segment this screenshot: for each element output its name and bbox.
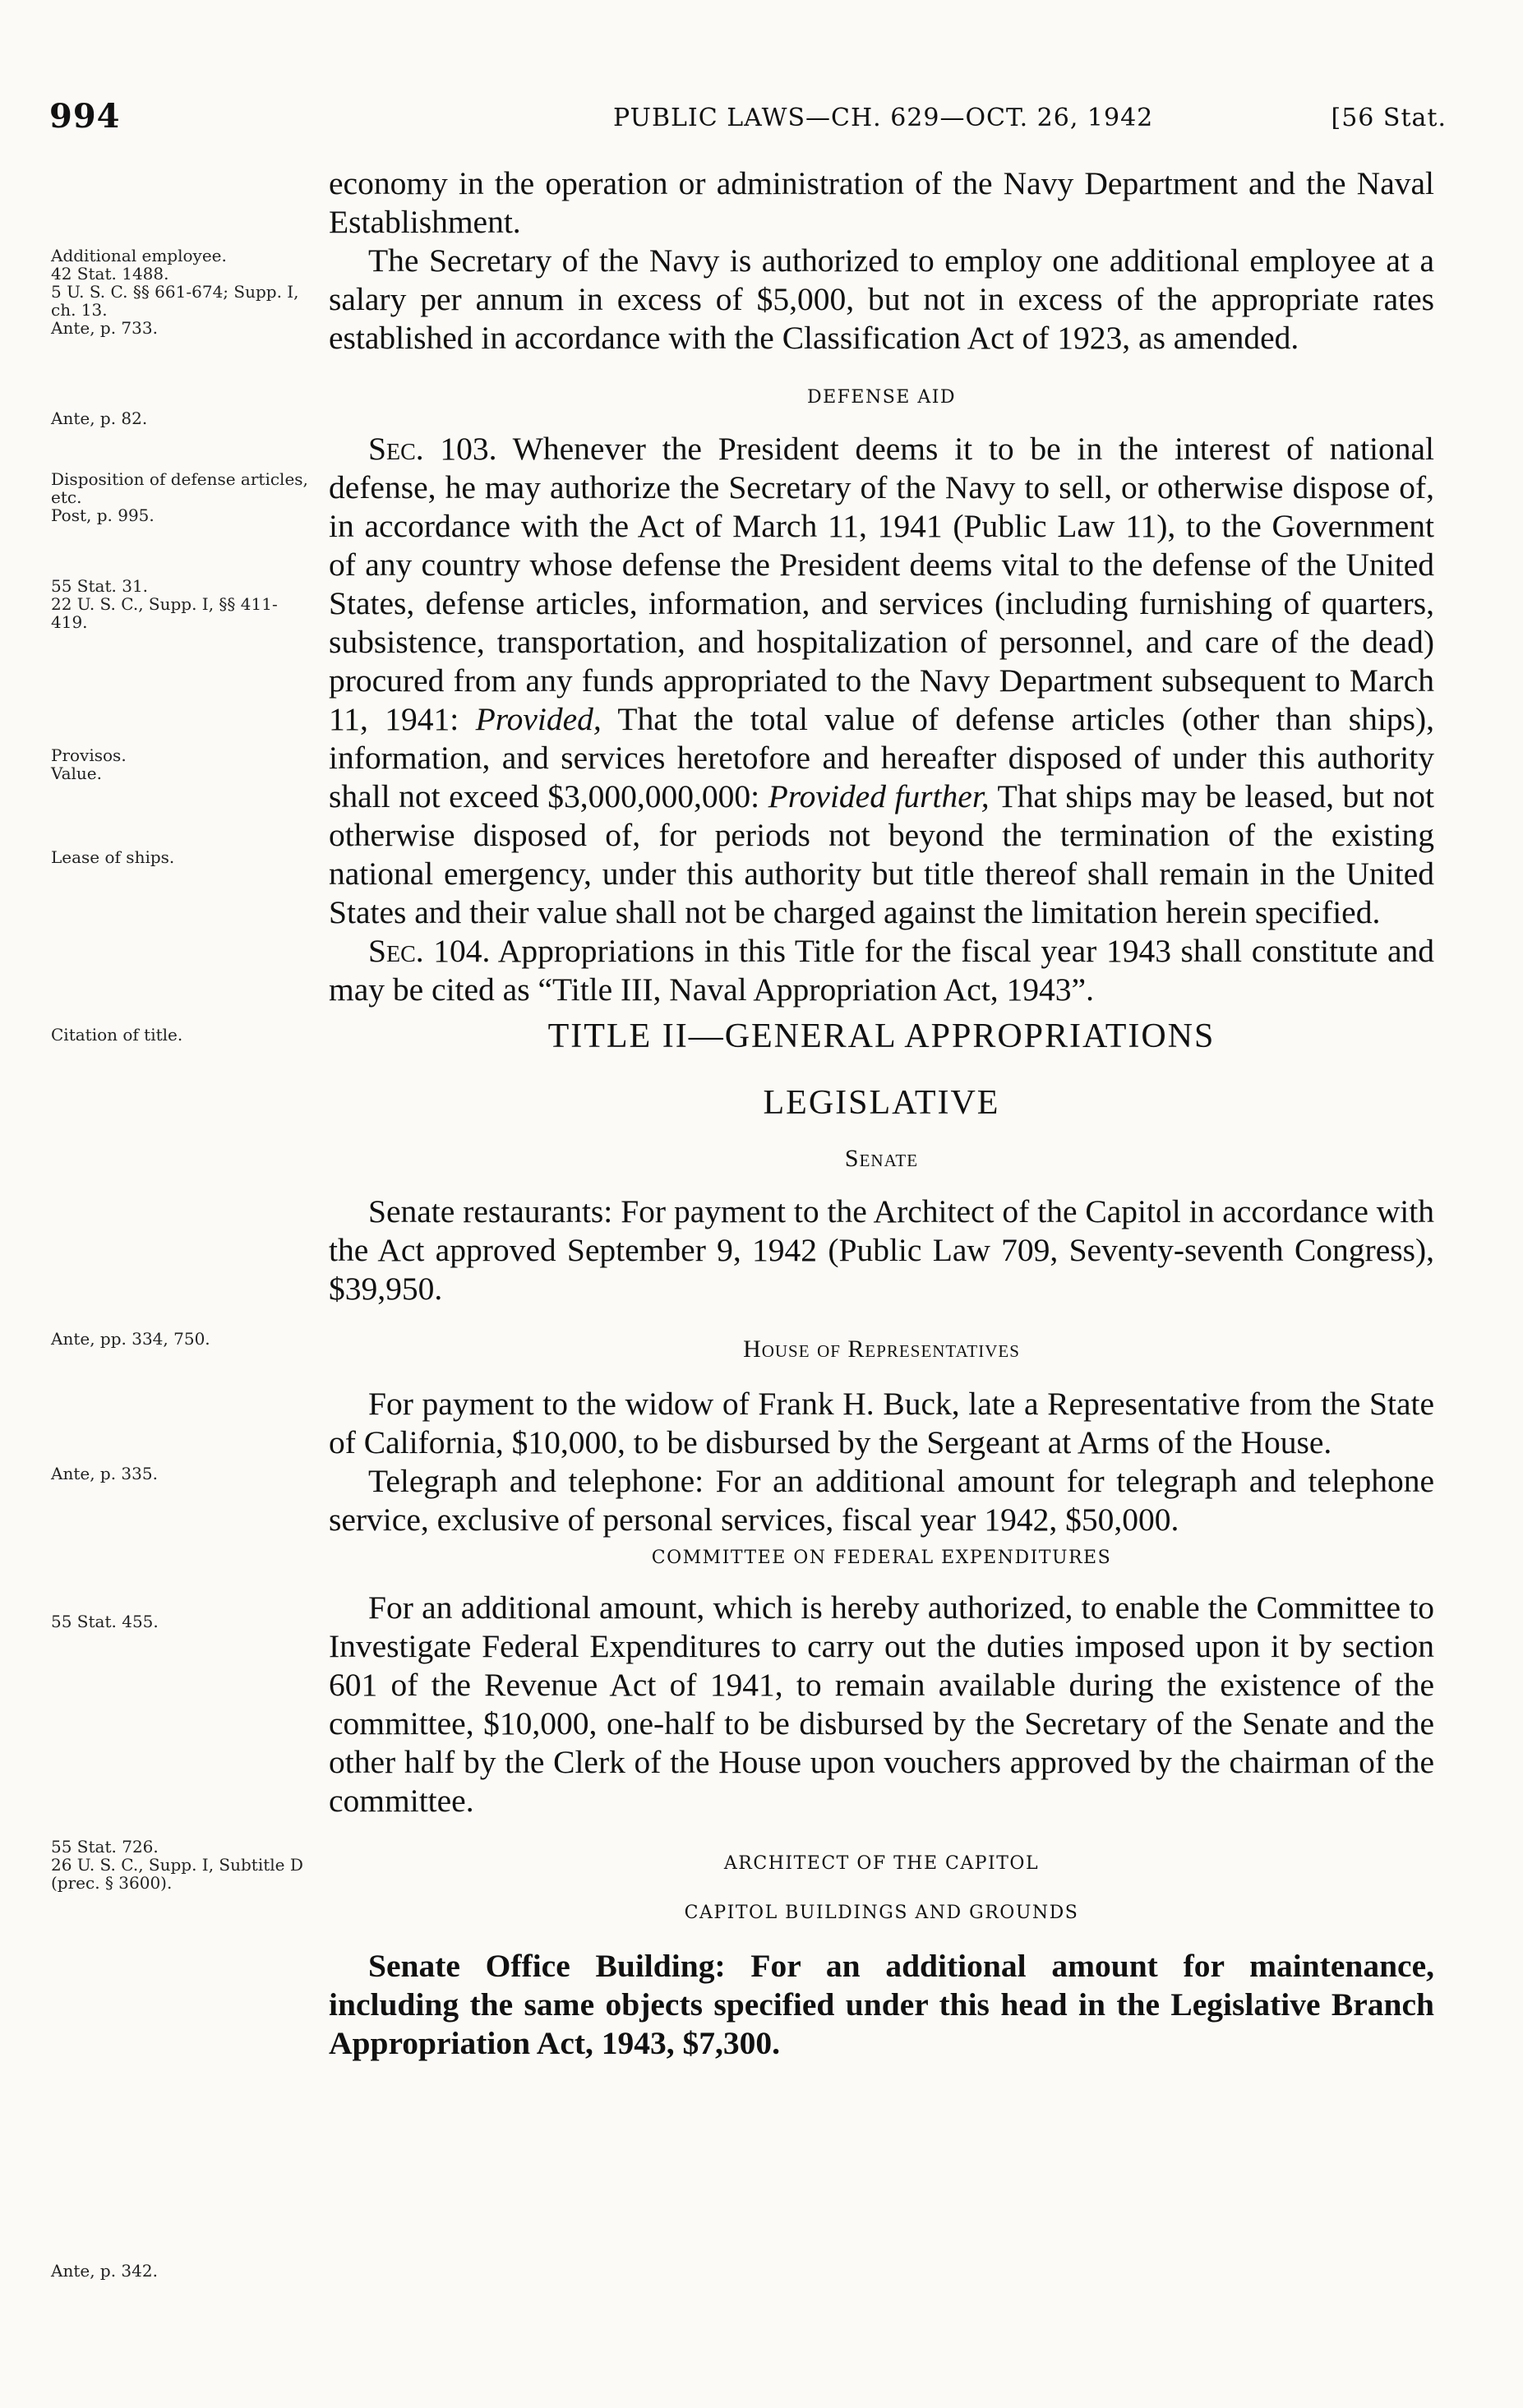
margin-note-55-stat-31: 55 Stat. 31. 22 U. S. C., Supp. I, §§ 411-419. <box>51 576 278 632</box>
heading-title-ii: TITLE II—GENERAL APPROPRIATIONS <box>547 1017 1216 1055</box>
section-text: That the total value of defense articles (other than ships), information, and services heretofore and hereafter disposed of under this authority shall not exceed $3,000,000,000: <box>329 701 1435 814</box>
margin-note-citation: Citation of title. <box>51 1025 183 1045</box>
section-label: Sec. 104. <box>368 933 491 969</box>
heading-senate: Senate <box>844 1145 919 1172</box>
margin-note-additional-employee: Additional employee. 42 Stat. 1488. 5 U. S. C. §§ 661-674; Supp. I, ch. 13. Ante, p. 733. <box>51 246 299 338</box>
paragraph-senate-office: Senate Office Building: For an additional amount for maintenance, including the same objects specified under this head in the Legislative Branch Appropriation Act, 1943, $7,300. <box>329 1948 1434 2061</box>
margin-note-55-stat-726: 55 Stat. 726. 26 U. S. C., Supp. I, Subtitle D (prec. § 3600). <box>51 1837 303 1893</box>
statute-reference: [56 Stat. <box>1331 104 1447 132</box>
proviso-label: Provided, <box>475 701 602 737</box>
main-text <box>329 164 1434 2063</box>
page-header <box>49 97 1447 146</box>
margin-note-ante-335: Ante, p. 335. <box>51 1464 158 1483</box>
paragraph-telegraph: Telegraph and telephone: For an additional amount for telegraph and telephone service, exclusive of personal services, fiscal year 1942, $50,000. <box>329 1463 1434 1538</box>
proviso-label: Provided further, <box>768 778 990 814</box>
section-text: Whenever the President deems it to be in the interest of national defense, he may authorize the Secretary of the Navy to sell, or otherwise dispose of, in accordance with the Act of March 11, 1941 (Public Law 11), to the Government of any country whose defense the President deems vital to the defense of the United States, defense articles, information, and services (including furnishing of quarters, subsistence, transportation, and hospitalization of personnel, and care of the dead) procured from any funds appropriated to the Navy Department subsequent to March 11, 1941: <box>329 431 1434 737</box>
heading-capitol-buildings: CAPITOL BUILDINGS AND GROUNDS <box>684 1903 1079 1923</box>
section-103 <box>329 430 1434 932</box>
margin-note-disposition: Disposition of defense articles, etc. Post, p. 995. <box>51 469 308 525</box>
margin-note-lease-ships: Lease of ships. <box>51 847 175 867</box>
heading-house: House of Representatives <box>743 1335 1020 1363</box>
heading-legislative: LEGISLATIVE <box>763 1084 1000 1122</box>
section-104 <box>329 932 1434 1009</box>
paragraph-house-payment: For payment to the widow of Frank H. Buck, late a Representative from the State of California, $10,000, to be disbursed by the Sergeant at Arms of the House. <box>329 1386 1434 1460</box>
margin-note-ante-82: Ante, p. 82. <box>51 408 148 428</box>
margin-note-ante-334: Ante, pp. 334, 750. <box>51 1329 210 1349</box>
paragraph-senate-restaurants: Senate restaurants: For payment to the Architect of the Capitol in accordance with the Act approved September 9, 1942 (Public Law 709, Seventy-seventh Congress), $39,950. <box>329 1193 1434 1307</box>
margin-note-ante-342: Ante, p. 342. <box>51 2261 158 2281</box>
heading-architect: ARCHITECT OF THE CAPITOL <box>723 1853 1040 1874</box>
paragraph: economy in the operation or administration of the Navy Department and the Naval Establishment. <box>329 165 1434 240</box>
paragraph-committee: For an additional amount, which is hereby authorized, to enable the Committee to Investigate Federal Expenditures to carry out the duties imposed upon it by section 601 of the Revenue Act of 1941, to remain available during the existence of the committee, $10,000, one-half to be disbursed by the Secretary of the Senate and the other half by the Clerk of the House upon vouchers approved by the chairman of the committee. <box>329 1589 1434 1819</box>
heading-committee: COMMITTEE ON FEDERAL EXPENDITURES <box>651 1548 1112 1568</box>
heading-defense-aid: DEFENSE AID <box>806 387 957 408</box>
paragraph: The Secretary of the Navy is authorized to employ one additional employee at a salary per annum in excess of $5,000, but not in excess of the appropriate rates established in accordance with the Classification Act of 1923, as amended. <box>329 242 1434 356</box>
section-text: That ships may be leased, but not otherwise disposed of, for periods not beyond the termination of the existing national emergency, under this authority but title thereof shall remain in the United States and their value shall not be charged against the limitation herein specified. <box>329 778 1434 930</box>
running-head: PUBLIC LAWS—CH. 629—OCT. 26, 1942 <box>613 104 1154 132</box>
section-label: Sec. 103. <box>368 431 497 467</box>
section-text: Appropriations in this Title for the fiscal year 1943 shall constitute and may be cited as “Title III, Naval Appropriation Act, 1943”. <box>329 933 1434 1008</box>
margin-note-55-stat-455: 55 Stat. 455. <box>51 1612 159 1631</box>
page-number: 994 <box>49 97 121 136</box>
margin-note-provisos: Provisos. Value. <box>51 745 127 783</box>
